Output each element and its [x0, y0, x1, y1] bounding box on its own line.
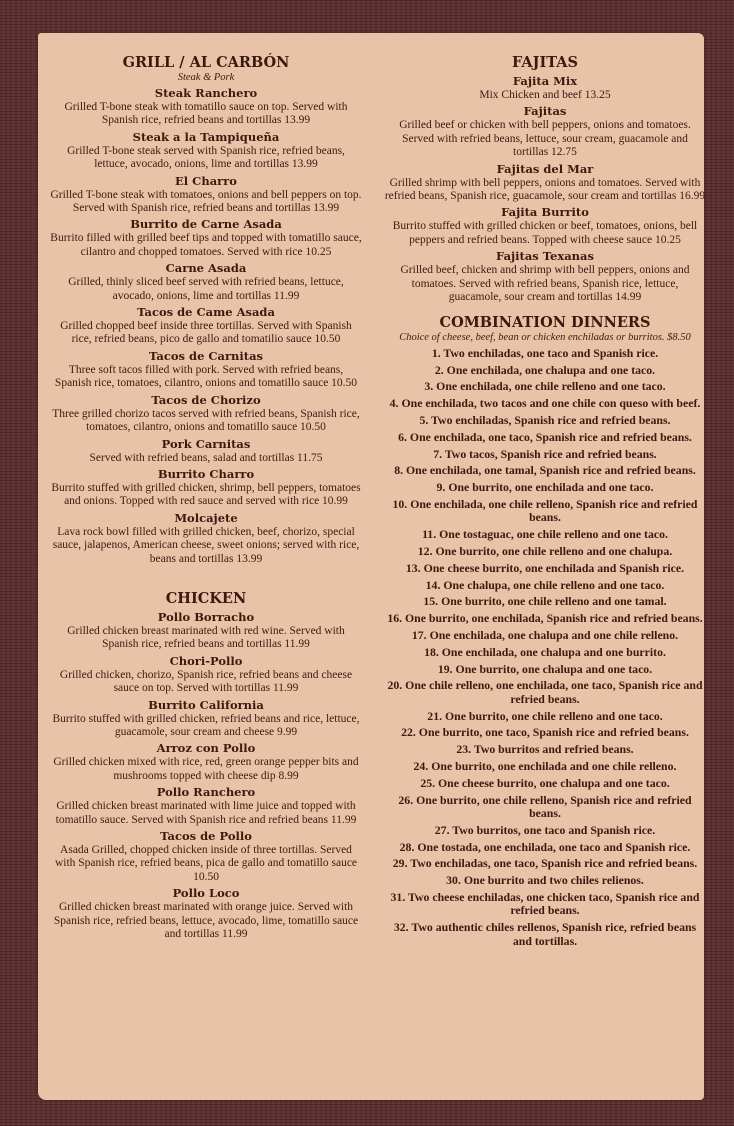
menu-item [50, 86, 362, 128]
menu-item [50, 261, 362, 303]
item-name: Molcajete [174, 510, 238, 525]
item-name: Arroz con Pollo [156, 741, 256, 756]
combo-item: 7. Two tacos, Spanish rice and refried beans. [433, 446, 657, 461]
section-spacer [50, 566, 362, 590]
menu-section-chicken [50, 590, 362, 942]
right-column [384, 54, 706, 951]
menu-item [384, 249, 706, 304]
combo-item: 1. Two enchiladas, one taco and Spanish rice. [431, 345, 659, 360]
menu-item [50, 886, 362, 941]
combo-item: 23. Two burritos and refried beans. [456, 742, 634, 757]
combo-item: 14. One chalupa, one chile relleno and one taco. [425, 577, 665, 592]
item-description: Burrito stuffed with grilled chicken, shrimp, bell peppers, tomatoes and onions. Topped with red sauce and served with rice 10.99 [51, 481, 361, 508]
item-name: Tacos de Pollo [160, 829, 252, 843]
menu-section-fajitas [384, 54, 706, 304]
combo-item: 12. One burrito, one chile relleno and one chalupa. [417, 544, 673, 559]
item-description: Grilled chicken mixed with rice, red, green orange pepper bits and mushrooms topped with cheese dip 8.99 [53, 756, 359, 782]
item-description: Grilled T-bone steak with tomatoes, onions and bell peppers on top. Served with Spanish rice, refried beans and tortillas 13.99 [50, 188, 362, 215]
combo-item: 6. One enchilada, one taco, Spanish rice and refried beans. [398, 429, 692, 444]
menu-item [50, 467, 362, 509]
menu-item [50, 305, 362, 347]
item-description: Grilled chicken breast marinated with lime juice and topped with tomatillo sauce. Served with Spanish rice and refried beans 11.99 [55, 800, 357, 826]
item-description: Grilled chicken, chorizo, Spanish rice, refried beans and cheese sauce on top. Served with tortillas 11.99 [59, 668, 353, 695]
item-name: Burrito California [148, 697, 264, 712]
item-name: Pork Carnitas [161, 436, 251, 451]
combo-item: 25. One cheese burrito, one chalupa and one taco. [420, 775, 670, 790]
combo-item: 5. Two enchiladas, Spanish rice and refried beans. [419, 413, 671, 428]
item-name: Chori-Pollo [169, 653, 243, 668]
item-description: Grilled chopped beef inside three tortillas. Served with Spanish rice, refried beans, pico de gallo and tomatilio sauce 10.50 [60, 320, 352, 346]
combo-item: 2. One enchilada, one chalupa and one taco. [434, 362, 656, 377]
item-description: Burrito filled with grilled beef tips and topped with tomatillo sauce, cilantro and chopped tomatoes. Served with rice 10.25 [50, 232, 362, 258]
combo-item: 20. One chile relleno, one enchilada, one taco, Spanish rice and refried beans. [387, 678, 703, 706]
combo-item: 18. One enchilada, one chalupa and one burrito. [424, 644, 666, 659]
menu-item [50, 785, 362, 827]
menu-item [50, 217, 362, 259]
left-column [50, 54, 362, 941]
item-name: Fajitas [523, 104, 567, 119]
combo-item: 30. One burrito and two chiles relienos. [446, 873, 644, 888]
menu-item [50, 741, 362, 783]
item-name: Burrito de Carne Asada [130, 217, 282, 232]
item-description: Burrito stuffed with grilled chicken, refried beans and rice, lettuce, guacamole, sour cream and cheese 9.99 [52, 712, 360, 738]
section-subtitle: Choice of cheese, beef, bean or chicken enchiladas or burritos. $8.50 [399, 332, 691, 344]
menu-item [384, 104, 706, 159]
menu-item [50, 610, 362, 652]
combo-item: 15. One burrito, one chile relleno and one tamal. [423, 594, 667, 609]
menu-item [384, 162, 706, 204]
combo-item: 8. One enchilada, one tamal, Spanish rice and refried beans. [394, 463, 696, 478]
item-description: Mix Chicken and beef 13.25 [479, 89, 611, 101]
combo-item: 32. Two authentic chiles rellenos, Spanish rice, refried beans and tortillas. [393, 920, 697, 948]
combo-item: 11. One tostaguac, one chile relleno and one taco. [422, 527, 668, 542]
combo-item: 19. One burrito, one chalupa and one taco. [437, 661, 653, 676]
combo-item: 13. One cheese burrito, one enchilada and Spanish rice. [405, 560, 685, 575]
item-description: Served with refried beans, salad and tortillas 11.75 [89, 451, 323, 464]
item-description: Grilled chicken breast marinated with red wine. Served with Spanish rice, refried beans and tortillas 11.99 [67, 624, 345, 651]
item-description: Grilled T-bone steak served with Spanish rice, refried beans, lettuce, avocado, onions, lime and tortillas 13.99 [67, 144, 345, 171]
item-description: Three soft tacos filled with pork. Served with refried beans, Spanish rice, tomatoes, cilantro, onions and tomatillo sauce 10.50 [54, 363, 358, 390]
menu-item [50, 393, 362, 435]
item-name: Burrito Charro [157, 466, 255, 481]
combo-item: 4. One enchilada, two tacos and one chile con queso with beef. [389, 396, 701, 411]
menu-section-combination-dinners [384, 314, 706, 948]
combo-item: 16. One burrito, one enchilada, Spanish rice and refried beans. [387, 611, 703, 626]
item-name: El Charro [175, 173, 237, 188]
item-name: Pollo Borracho [157, 609, 255, 624]
menu-item [50, 130, 362, 172]
combo-item: 21. One burrito, one chile relleno and one taco. [427, 708, 663, 723]
item-name: Steak Ranchero [154, 86, 258, 100]
item-name: Fajitas del Mar [496, 161, 594, 176]
item-name: Fajitas Texanas [496, 249, 594, 264]
menu-item [50, 511, 362, 566]
item-description: Grilled, thinly sliced beef served with refried beans, lettuce, avocado, onions, lime and tortillas 11.99 [68, 276, 344, 302]
item-name: Fajita Mix [512, 74, 578, 88]
combo-item: 17. One enchilada, one chalupa and one chile relleno. [411, 628, 679, 643]
combo-item: 28. One tostada, one enchilada, one taco and Spanish rice. [399, 839, 691, 854]
item-description: Three grilled chorizo tacos served with refried beans, Spanish rice, tomatoes, cilantro, onions and tomatillo sauce 10.50 [52, 407, 360, 434]
item-name: Pollo Ranchero [156, 785, 256, 800]
menu-item [384, 74, 706, 102]
menu-item [50, 437, 362, 465]
section-title: COMBINATION DINNERS [439, 314, 651, 332]
item-description: Grilled beef or chicken with bell peppers, onions and tomatoes. Served with refried beans, lettuce, sour cream, guacamole and tortillas 12.75 [399, 119, 691, 159]
menu-item [50, 349, 362, 391]
menu-item [384, 205, 706, 247]
item-name: Tacos de Chorizo [151, 392, 261, 407]
section-title: CHICKEN [165, 589, 247, 607]
combo-item: 22. One burrito, one taco, Spanish rice and refried beans. [401, 725, 689, 740]
section-title: GRILL / AL CARBÓN [122, 54, 290, 71]
combo-item: 10. One enchilada, one chile relleno, Spanish rice and refried beans. [392, 497, 698, 525]
item-description: Burrito stuffed with grilled chicken or beef, tomatoes, onions, bell peppers and refried beans. Topped with cheese sauce 10.25 [392, 220, 698, 246]
combo-item: 26. One burrito, one chile relleno, Spanish rice and refried beans. [398, 792, 692, 820]
item-name: Tacos de Carnitas [148, 348, 264, 363]
item-name: Tacos de Came Asada [137, 305, 275, 320]
item-description: Grilled T-bone steak with tomatillo sauce on top. Served with Spanish rice, refried beans and tortillas 13.99 [64, 101, 348, 127]
section-subtitle: Steak & Pork [177, 72, 235, 83]
item-name: Steak a la Tampiqueña [132, 129, 280, 144]
menu-item [50, 698, 362, 740]
menu-item [50, 829, 362, 884]
item-name: Pollo Loco [172, 886, 240, 901]
item-description: Grilled beef, chicken and shrimp with bell peppers, onions and tomatoes. Served with refried beans, Spanish rice, lettuce, guacamole, sour cream and tortillas 14.99 [400, 264, 690, 304]
section-title: FAJITAS [511, 54, 579, 71]
item-description: Lava rock bowl filled with grilled chicken, beef, chorizo, special sauce, jalapenos, American cheese, sweet onions; served with rice, beans and tortillas 13.99 [52, 525, 360, 565]
item-description: Grilled shrimp with bell peppers, onions and tomatoes. Served with refried beans, Spanish rice, guacamole, sour cream and tortillas 16.99 [384, 176, 706, 203]
combo-item: 29. Two enchiladas, one taco, Spanish rice and refried beans. [392, 856, 698, 871]
item-name: Carne Asada [165, 261, 247, 276]
menu-item [50, 174, 362, 216]
item-name: Fajita Burrito [501, 205, 589, 220]
combo-item: 9. One burrito, one enchilada and one taco. [436, 480, 654, 495]
combo-item: 31. Two cheese enchiladas, one chicken taco, Spanish rice and refried beans. [390, 889, 700, 918]
combo-item: 27. Two burritos, one taco and Spanish rice. [434, 822, 656, 837]
combo-item: 3. One enchilada, one chile relleno and one taco. [424, 379, 666, 394]
item-description: Grilled chicken breast marinated with orange juice. Served with Spanish rice, refried beans, lettuce, avocado, lime, tomatillo sauce and tortillas 11.99 [53, 901, 359, 941]
combo-item: 24. One burrito, one enchilada and one chile relleno. [413, 759, 677, 773]
menu-item [50, 654, 362, 696]
item-description: Asada Grilled, chopped chicken inside of three tortillas. Served with Spanish rice, refried beans, pica de gallo and tomatillo sauce 10.50 [54, 844, 358, 883]
menu-section-grill [50, 54, 362, 566]
